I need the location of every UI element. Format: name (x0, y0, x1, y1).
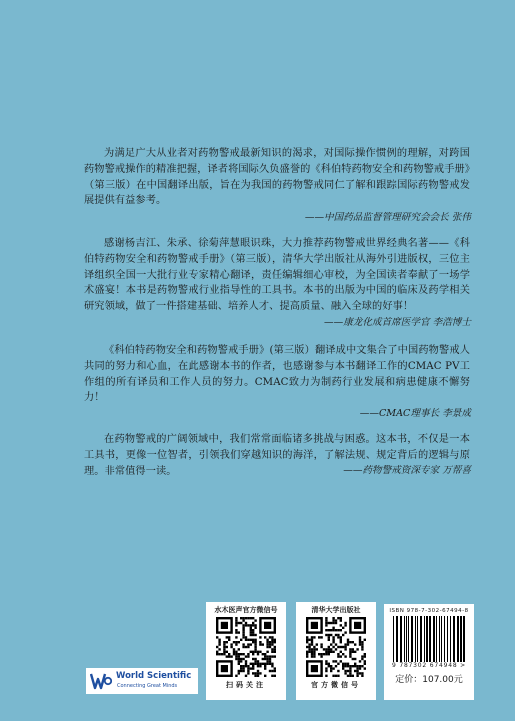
qr-title: 水木医声官方微信号 (214, 606, 278, 614)
publisher-name: World Scientific (116, 671, 192, 681)
qr-card-tsinghua (296, 602, 376, 700)
qr-caption: 扫码关注 (226, 681, 266, 689)
price-label: 定价：107.00元 (395, 675, 463, 685)
qr-card-shuimu (206, 602, 286, 700)
endorsement-signature-1: ——中国药品监督管理研究会会长 张伟 (304, 212, 471, 223)
qr-title: 清华大学出版社 (311, 606, 361, 614)
endorsement-text-1: 为满足广大从业者对药物警戒最新知识的渴求，对国际操作惯例的理解，对跨国药物警戒操作的精准把握，译者将国际久负盛誉的《科伯特药物安全和药物警戒手册》（第三版）在中国翻译出版，旨在为我国的药物警戒同仁了解和跟踪国际药物警戒发展提供有益参考。 (84, 148, 470, 207)
qr-code-icon[interactable] (216, 617, 276, 677)
endorsement-text-2: 感谢杨吉江、朱承、徐菊萍慧眼识珠，大力推荐药物警戒世界经典名著——《科伯特药物安全和药物警戒手册》（第三版），清华大学出版社从海外引进版权，三位主译组织全国一大批行业专家精心翻译，责任编辑细心审校，为全国读者奉献了一场学术盛宴！本书是药物警戒行业指导性的工具书。本书的出版为中国的临床及药学相关研究领域，做了一件搭建基础、培养人才、提高质量、融入全球的好事！ (84, 238, 470, 313)
endorsement-signature-3: ——CMAC理事长 李景成 (359, 408, 471, 419)
endorsement-text-4: 在药物警戒的广阔领域中，我们常常面临诸多挑战与困惑。这本书，不仅是一本工具书，更像一位智者，引领我们穿越知识的海洋，了解法规、规定背后的逻辑与原理。非常值得一读。 (84, 434, 470, 477)
endorsement-signature-4: ——药物警戒资深专家 万帮喜 (343, 465, 471, 476)
qr-caption: 官方微信号 (311, 681, 361, 689)
barcode-icon (391, 616, 467, 662)
world-scientific-logo-icon (90, 672, 112, 690)
qr-code-icon[interactable] (306, 617, 366, 677)
endorsement-signature-2: ——康龙化成首席医学官 李浩博士 (324, 317, 471, 328)
publisher-tagline: Connecting Great Minds (117, 683, 178, 689)
isbn-label: ISBN 978-7-302-67494-8 (389, 608, 469, 614)
endorsement-text-3: 《科伯特药物安全和药物警戒手册》(第三版）翻译成中文集合了中国药物警戒人共同的努力和心血，在此感谢本书的作者，也感谢参与本书翻译工作的CMAC PV工作组的所有译员和工作人员的努力。CMAC致力为制药行业发展和病患健康不懈努力！ (84, 345, 470, 404)
publisher-logo (86, 668, 198, 694)
isbn-digits: 9 787302 674948 > (392, 662, 466, 669)
isbn-barcode-card (384, 604, 474, 700)
